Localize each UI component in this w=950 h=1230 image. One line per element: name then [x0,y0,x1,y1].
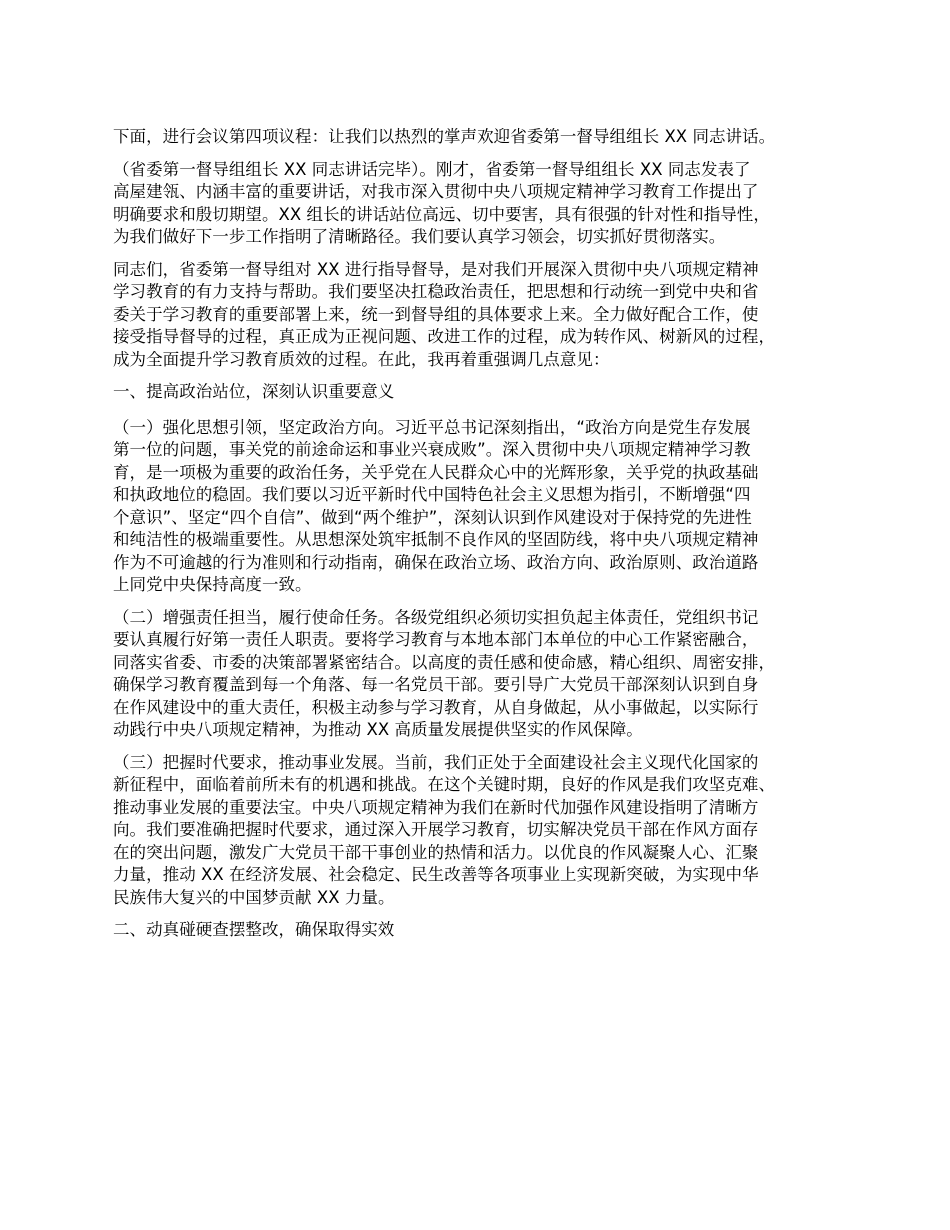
section-heading-1 [113,381,855,404]
paragraph-point-2 [113,607,855,742]
text-line: 接受指导督导的过程，真正成为正视问题、改进工作的过程，成为转作风、树新风的过程， [113,327,775,346]
text-line: 要认真履行好第一责任人职责。要将学习教育与本地本部门本单位的中心工作紧密融合， [113,630,759,649]
text-line: 作为不可逾越的行为准则和行动指南，确保在政治立场、政治方向、政治原则、政治道路 [113,552,759,572]
text-line: 学习教育的有力支持与帮助。我们要坚决扛稳政治责任，把思想和行动统一到党中央和省 [113,282,759,301]
text-line: 第一位的问题，事关党的前途命运和事业兴衰成败”。深入贯彻中央八项规定精神学习教 [113,440,751,459]
text-line: 育，是一项极为重要的政治任务，关乎党在人民群众心中的光辉形象，关乎党的执政基础 [113,462,759,482]
text-line: 明确要求和殷切期望。XX 组长的讲话站位高远、切中要害，具有很强的针对性和指导性， [113,204,770,224]
text-line: 下面，进行会议第四项议程：让我们以热烈的掌声欢迎省委第一督导组组长 XX 同志讲话。 [113,127,776,146]
text-line: 新征程中，面临着前所未有的机遇和挑战。在这个关键时期，良好的作风是我们攻坚克难、 [113,775,775,794]
text-line: 个意识”、坚定“四个自信”、做到“两个维护”，深刻认识到作风建设对于保持党的先进性 [113,507,752,527]
text-line: 确保学习教育覆盖到每一个角落、每一名党员干部。要引导广大党员干部深刻认识到自身 [113,675,759,694]
text-line: 和执政地位的稳固。我们要以习近平新时代中国特色社会主义思想为指引，不断增强“四 [113,485,751,504]
text-line: 同落实省委、市委的决策部署紧密结合。以高度的责任感和使命感，精心组织、周密安排， [113,652,775,672]
text-line: 为我们做好下一步工作指明了清晰路径。我们要认真学习领会，切实抓好贯彻落实。 [113,227,726,246]
text-line: 推动事业发展的重要法宝。中央八项规定精神为我们在新时代加强作风建设指明了清晰方 [113,797,759,817]
text-line: （三）把握时代要求，推动事业发展。当前，我们正处于全面建设社会主义现代化国家的 [113,752,759,772]
heading-text: 一、提高政治站位，深刻认识重要意义 [113,382,395,401]
text-line: 力量，推动 XX 在经济发展、社会稳定、民生改善等各项事业上实现新突破，为实现中华 [113,865,759,884]
paragraph-agenda [113,126,855,149]
heading-text: 二、动真碰硬查摆整改，确保取得实效 [113,920,395,939]
paragraph-comrades [113,259,855,372]
text-line: 在作风建设中的重大责任，积极主动参与学习教育，从自身做起，从小事做起，以实际行 [113,697,759,717]
text-line: 同志们，省委第一督导组对 XX 进行指导督导，是对我们开展深入贯彻中央八项规定精神 [113,259,759,279]
text-line: 上同党中央保持高度一致。 [113,575,312,594]
text-line: （省委第一督导组组长 XX 同志讲话完毕）。刚才，省委第一督导组组长 XX 同志发表了 [113,159,751,179]
text-line: 民族伟大复兴的中国梦贡献 XX 力量。 [113,887,395,907]
text-line: 动践行中央八项规定精神，为推动 XX 高质量发展提供坚实的作风保障。 [113,720,643,739]
text-line: 委关于学习教育的重要部署上来，统一到督导组的具体要求上来。全力做好配合工作，使 [113,304,759,324]
section-heading-2 [113,919,855,942]
text-line: 高屋建瓴、内涵丰富的重要讲话，对我市深入贯彻中央八项规定精神学习教育工作提出了 [113,182,759,201]
text-line: 和纯洁性的极端重要性。从思想深处筑牢抵制不良作风的坚固防线，将中央八项规定精神 [113,530,759,549]
text-line: 在的突出问题，激发广大党员干部干事创业的热情和活力。以优良的作风凝聚人心、汇聚 [113,842,759,862]
paragraph-speech-summary [113,159,855,249]
document-page [113,126,855,955]
text-line: 向。我们要准确把握时代要求，通过深入开展学习教育，切实解决党员干部在作风方面存 [113,820,759,839]
paragraph-point-3 [113,752,855,910]
text-line: 成为全面提升学习教育质效的过程。在此，我再着重强调几点意见： [113,349,610,369]
text-line: （一）强化思想引领，坚定政治方向。习近平总书记深刻指出，“政治方向是党生存发展 [113,417,751,437]
text-line: （二）增强责任担当，履行使命任务。各级党组织必须切实担负起主体责任，党组织书记 [113,607,759,627]
paragraph-point-1 [113,417,855,597]
